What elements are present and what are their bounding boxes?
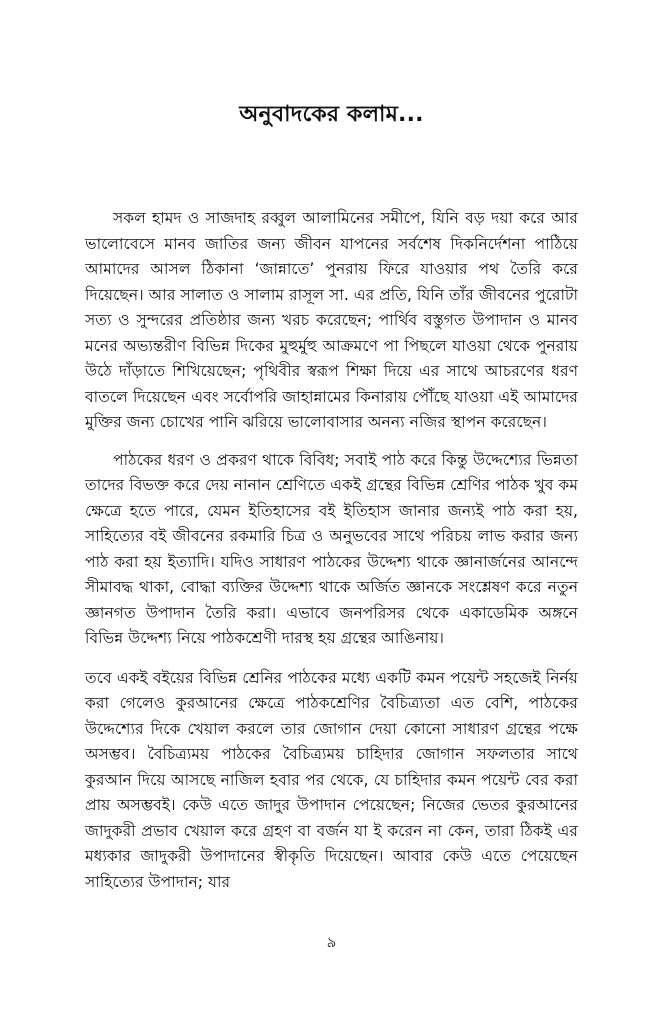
page-title: অনুবাদকের কলাম...	[239, 102, 424, 127]
paragraph-3: তবে একই বইয়ের বিভিন্ন শ্রেনির পাঠকের মধ্যে একটি কমন পয়েন্ট সহজেই নির্নয় করা গেলেও কুরআনের ক্ষেত্রে পাঠকশ্রেণির বৈচিত্র্যতা এত বেশি, পাঠকের উদ্দেশ্যের দিকে খেয়াল করলে তার জোগান দেয়া কোনো সাধারণ গ্রন্থের পক্ষে অসম্ভব। বৈচিত্র্যময় পাঠকের বৈচিত্র্যময় চাহিদার জোগান সফলতার সাথে কুরআন দিয়ে আসছে নাজিল হবার পর থেকে, যে চাহিদার কমন পয়েন্ট বের করা প্রায় অসম্ভবই। কেউ এতে জাদুর উপাদান পেয়েছেন; নিজের ভেতর কুরআনের জাদুকরী প্রভাব খেয়াল করে গ্রহণ বা বর্জন যা ই করেন না কেন, তারা ঠিকই এর মধ্যকার জাদুকরী উপাদানের স্বীকৃতি দিয়েছেন। আবার কেউ এতে পেয়েছেন সাহিত্যের উপাদান; যার	[85, 668, 578, 891]
paragraph-1: সকল হামদ ও সাজদাহ রব্বুল আলামিনের সমীপে, যিনি বড় দয়া করে আর ভালোবেসে মানব জাতির জন্য জীবন যাপনের সর্বশেষ দিকনির্দেশনা পাঠিয়ে আমাদের আসল ঠিকানা ‘জান্নাতে’ পুনরায় ফিরে যাওয়ার পথ তৈরি করে দিয়েছেন। আর সালাত ও সালাম রাসূল সা. এর প্রতি, যিনি তাঁর জীবনের পুরোটা সত্য ও সুন্দরের প্রতিষ্ঠার জন্য খরচ করেছেন; পার্থিব বস্তুগত উপাদান ও মানব মনের অভ্যন্তরীণ বিভিন্ন দিকের মুহুর্মুহু আক্রমণে পা পিছলে যাওয়া থেকে পুনরায় উঠে দাঁড়াতে শিখিয়েছেন; পৃথিবীর স্বরূপ শিক্ষা দিয়ে এর সাথে আচরণের ধরণ বাতলে দিয়েছেন এবং সর্বোপরি জাহান্নামের কিনারায় পৌঁছে যাওয়া এই আমাদের মুক্তির জন্য চোখের পানি ঝরিয়ে ভালোবাসার অনন্য নজির স্থাপন করেছেন।	[85, 209, 578, 431]
body-text	[85, 206, 578, 895]
page-number: ৯	[326, 933, 337, 951]
paragraph-2: পাঠকের ধরণ ও প্রকরণ থাকে বিবিধ; সবাই পাঠ করে কিন্তু উদ্দেশ্যের ভিন্নতা তাদের বিভক্ত করে দেয় নানান শ্রেণিতে একই গ্রন্থের বিভিন্ন শ্রেণির পাঠক খুব কম ক্ষেত্রে হতে পারে, যেমন ইতিহাসের বই ইতিহাস জানার জন্যই পাঠ করা হয়, সাহিত্যের বই জীবনের রকমারি চিত্র ও অনুভবের সাথে পরিচয় লাভ করার জন্য পাঠ করা হয় ইত্যাদি। যদিও সাধারণ পাঠকের উদ্দেশ্য থাকে জ্ঞানার্জনের আনন্দে সীমাবদ্ধ থাকা, বোদ্ধা ব্যক্তির উদ্দেশ্য থাকে অর্জিত জ্ঞানকে সংশ্লেষণ করে নতুন জ্ঞানগত উপাদান তৈরি করা। এভাবে জনপরিসর থেকে একাডেমিক অঙ্গনে বিভিন্ন উদ্দেশ্য নিয়ে পাঠকশ্রেণী দারস্থ হয় গ্রন্থের আঙিনায়।	[85, 450, 578, 647]
